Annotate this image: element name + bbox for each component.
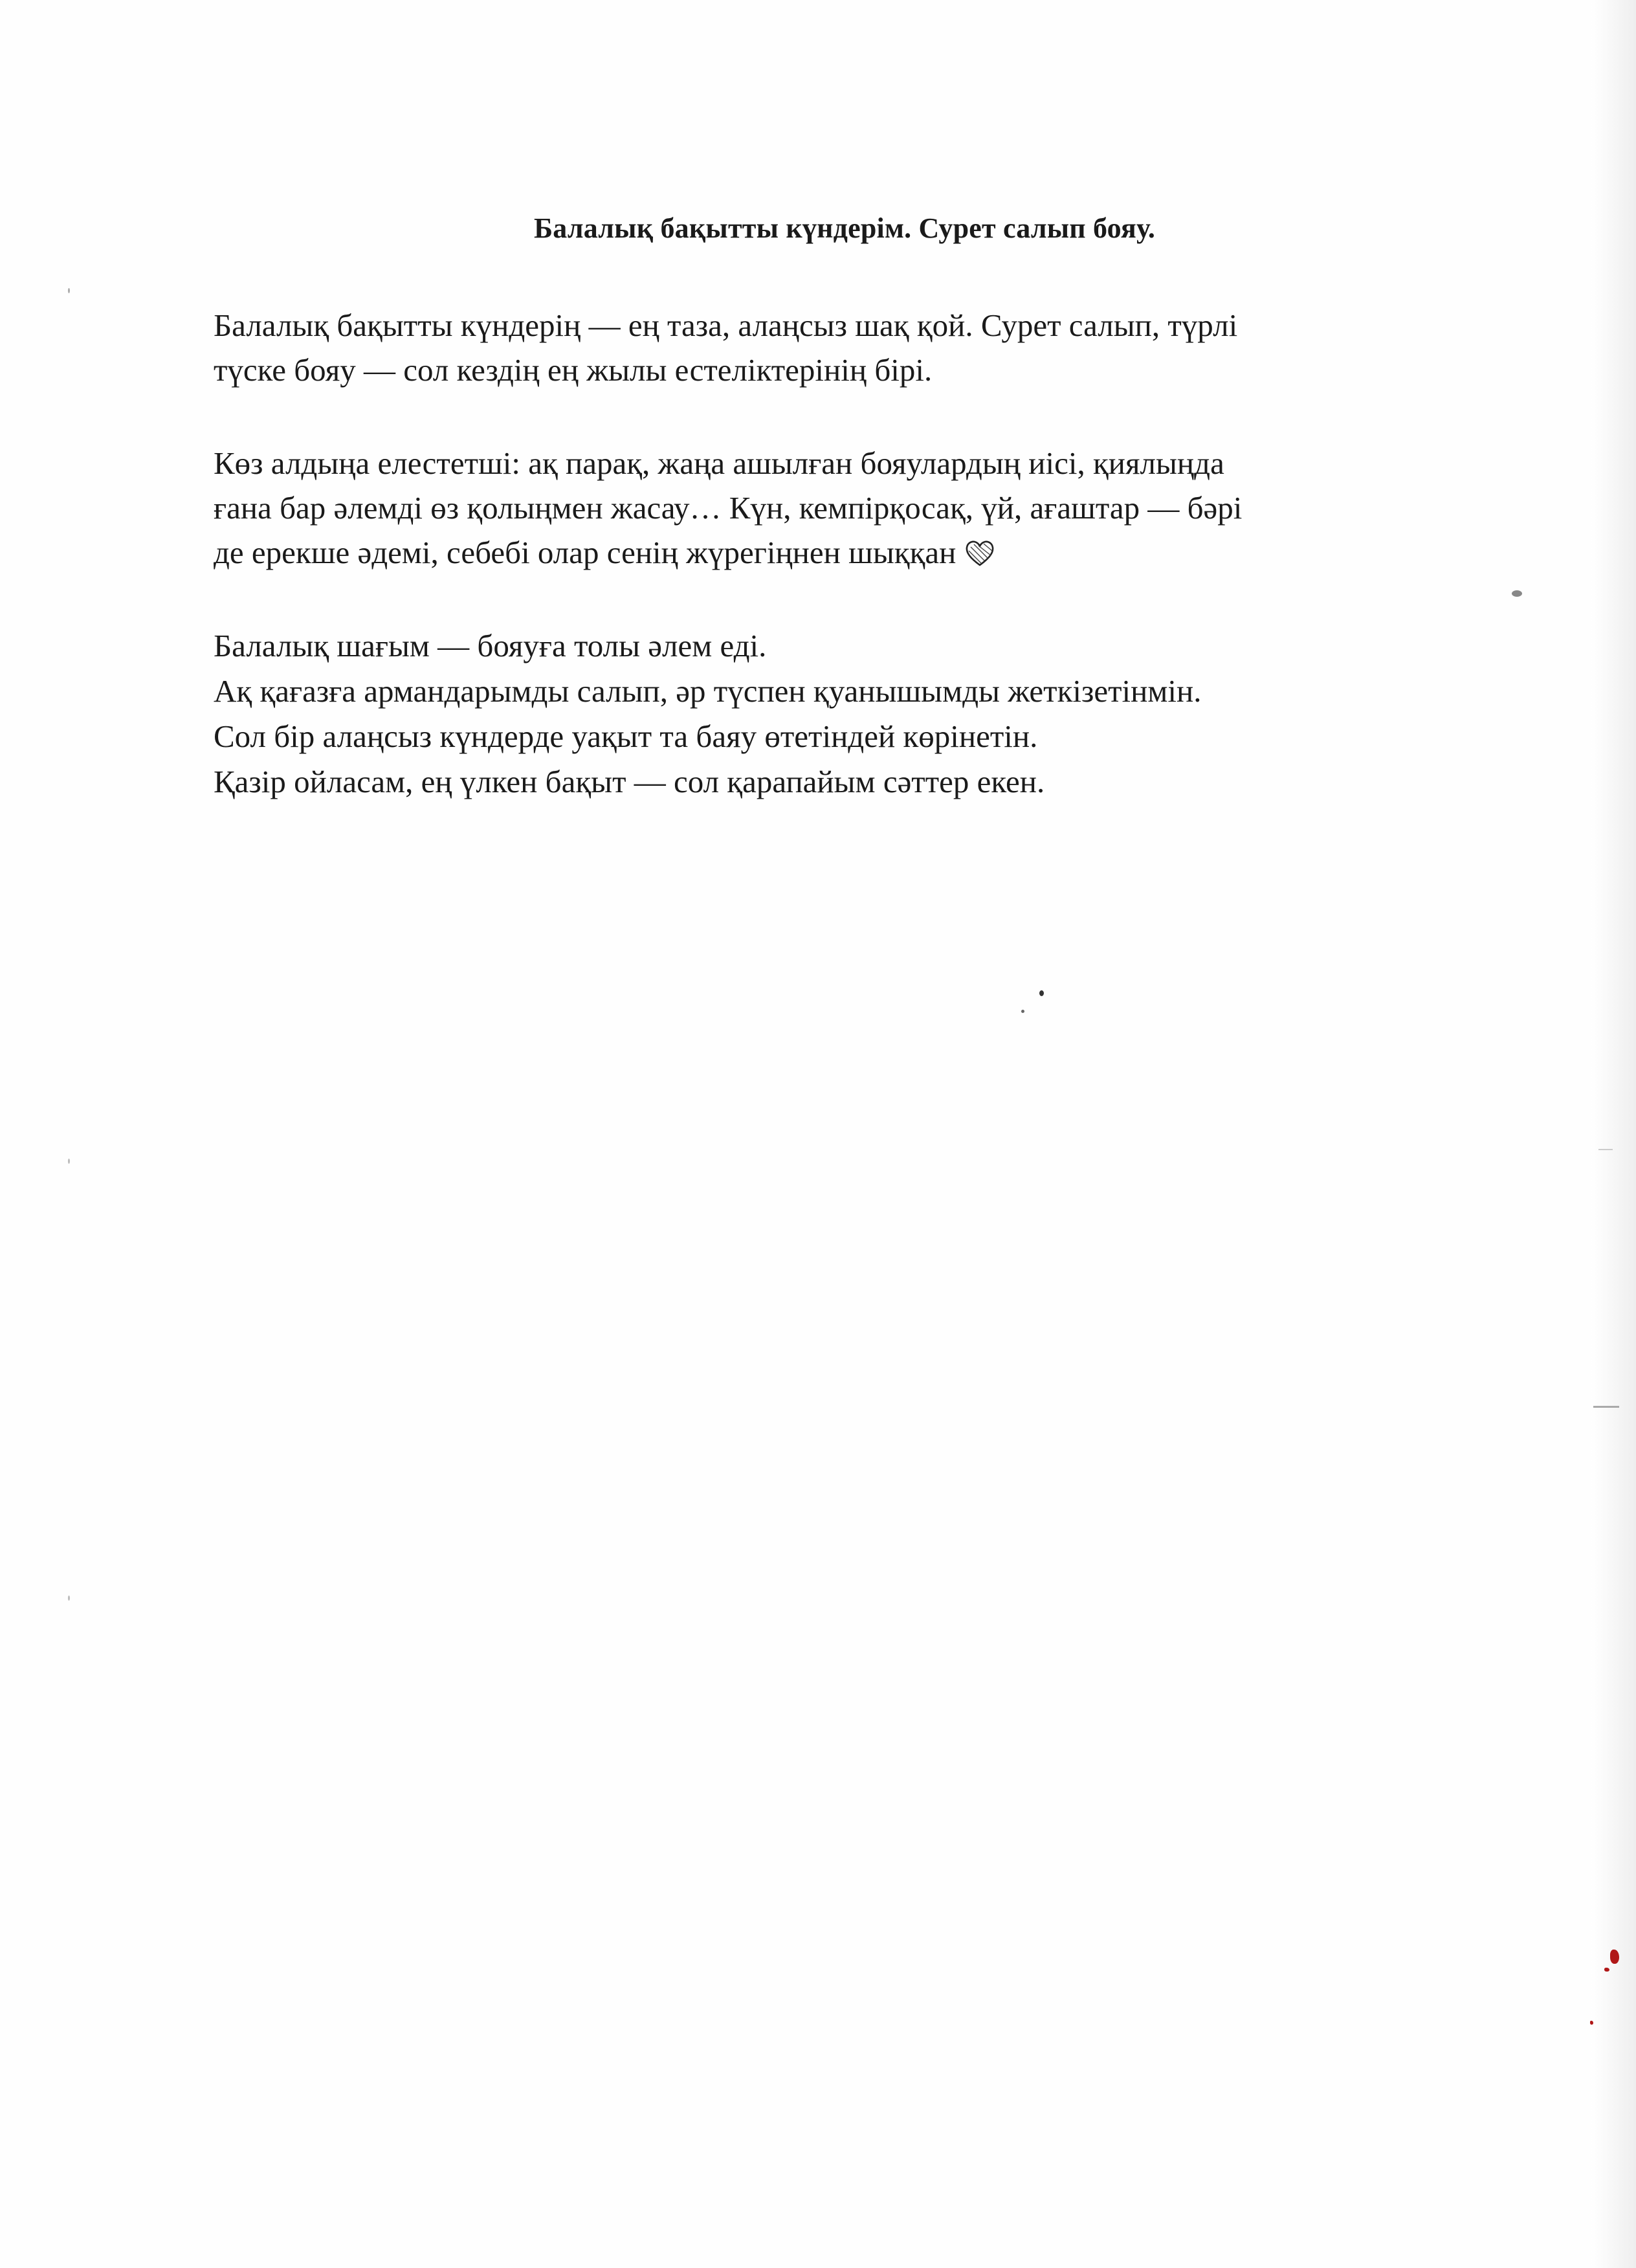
paragraph-line: Балалық бақытты күндерің — ең таза, алаңсыз шақ қой. Сурет салып, түрлі (214, 307, 1238, 343)
paragraph-line: ғана бар әлемді өз қолыңмен жасау… Күн, кемпірқосақ, үй, ағаштар — бәрі (214, 490, 1243, 526)
scan-speck (68, 1159, 70, 1164)
page-edge-shadow (1591, 0, 1636, 2268)
document-title: Балалық бақытты күндерім. Сурет салып бояу. (533, 212, 1156, 244)
scan-speck (1039, 990, 1044, 996)
paragraph-line-text: де ерекше әдемі, себебі олар сенің жүрегіңнен шыққан (214, 535, 956, 570)
red-stain (1590, 2021, 1593, 2025)
stanza-line: Сол бір алаңсыз күндерде уақыт та баяу өтетіндей көрінетін. (214, 718, 1038, 754)
stanza-line: Қазір ойласам, ең үлкен бақыт — сол қарапайым сәттер екен. (214, 764, 1045, 799)
paragraph-1 (214, 303, 1476, 392)
heart-icon (965, 540, 995, 567)
red-stain (1610, 1950, 1619, 1964)
paragraph-line-with-icon (214, 530, 1476, 575)
scan-speck (1021, 1010, 1024, 1013)
red-stain (1604, 1968, 1609, 1972)
scan-speck (1593, 1406, 1619, 1408)
scan-speck (1512, 590, 1522, 597)
paragraph-line: Көз алдыңа елестетші: ақ парақ, жаңа ашылған бояулардың иісі, қиялыңда (214, 445, 1224, 481)
scan-speck (68, 1595, 70, 1601)
document-body (214, 197, 1476, 805)
stanza-line: Балалық шағым — бояуға толы әлем еді. (214, 628, 767, 663)
scan-speck (1598, 1149, 1613, 1150)
scan-speck (68, 288, 70, 293)
stanza (214, 623, 1476, 805)
paragraph-2 (214, 441, 1476, 575)
paragraph-line: түске бояу — сол кездің ең жылы естеліктерінің бірі. (214, 352, 933, 388)
stanza-line: Ақ қағазға армандарымды салып, әр түспен қуанышымды жеткізетінмін. (214, 673, 1202, 709)
